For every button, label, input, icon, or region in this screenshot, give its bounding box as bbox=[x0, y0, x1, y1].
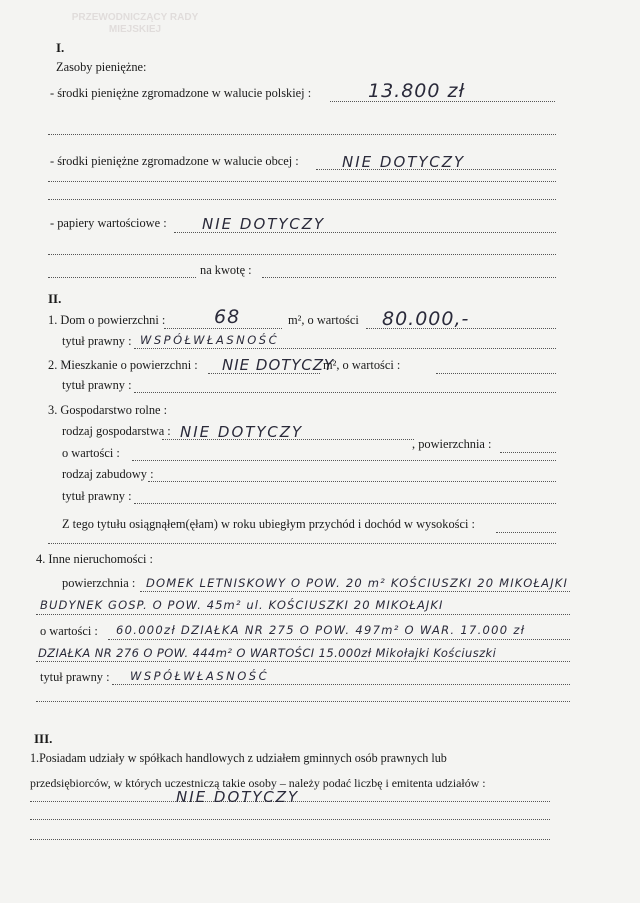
other-area-line bbox=[140, 590, 570, 592]
flat-label: 2. Mieszkanie o powierzchni : bbox=[48, 358, 198, 372]
securities-label: - papiery wartościowe : bbox=[50, 216, 167, 230]
pln-funds-value: 13.800 zł bbox=[368, 80, 465, 102]
flat-value-label: m², o wartości : bbox=[323, 358, 401, 372]
blank-line bbox=[48, 276, 196, 278]
securities-value: NIE DOTYCZY bbox=[202, 215, 326, 233]
farm-area-line bbox=[500, 451, 556, 453]
flat-title-line bbox=[134, 391, 556, 393]
flat-worth-line bbox=[436, 372, 556, 374]
farm-buildings-label: rodzaj zabudowy : bbox=[62, 467, 154, 481]
farm-buildings-line bbox=[148, 480, 556, 482]
farm-worth-line bbox=[132, 459, 556, 461]
house-value-label: m², o wartości bbox=[288, 313, 359, 327]
house-title-line bbox=[134, 347, 556, 349]
other-line-2 bbox=[36, 613, 570, 615]
blank-line bbox=[48, 198, 556, 200]
blank-line bbox=[30, 818, 550, 820]
section-3-heading: III. bbox=[34, 731, 53, 746]
farm-title-line bbox=[134, 502, 556, 504]
blank-line bbox=[48, 253, 556, 255]
shares-paragraph-2: przedsiębiorców, w których uczestniczą takie osoby – należy podać liczbę i emitenta udziałów : bbox=[30, 776, 486, 790]
section-1-title: Zasoby pieniężne: bbox=[56, 60, 147, 74]
blank-line bbox=[48, 133, 556, 135]
house-area-value: 68 bbox=[214, 306, 241, 328]
farm-type-label: rodzaj gospodarstwa : bbox=[62, 424, 171, 438]
farm-title-label: tytuł prawny : bbox=[62, 489, 132, 503]
house-label: 1. Dom o powierzchni : bbox=[48, 313, 166, 327]
amount-label: na kwotę : bbox=[200, 263, 252, 277]
other-line-4 bbox=[36, 660, 570, 662]
foreign-funds-value: NIE DOTYCZY bbox=[342, 153, 466, 171]
other-area-value-1: DOMEK LETNISKOWY O POW. 20 m² KOŚCIUSZKI 20 MIKOŁAJKI bbox=[146, 576, 569, 590]
other-area-label: powierzchnia : bbox=[62, 576, 136, 590]
blank-line bbox=[48, 542, 556, 544]
other-worth-value-2: DZIAŁKA NR 276 O POW. 444m² O WARTOŚCI 15.000zł Mikołajki Kościuszki bbox=[38, 646, 497, 660]
other-worth-value-1: 60.000zł DZIAŁKA NR 275 O POW. 497m² O WAR. 17.000 zł bbox=[116, 623, 526, 637]
farm-label: 3. Gospodarstwo rolne : bbox=[48, 403, 168, 417]
shares-paragraph-1: 1.Posiadam udziały w spółkach handlowych z udziałem gminnych osób prawnych lub bbox=[30, 751, 447, 765]
blank-line bbox=[36, 700, 570, 702]
amount-line bbox=[262, 276, 556, 278]
shares-value: NIE DOTYCZY bbox=[176, 788, 300, 806]
blank-line bbox=[30, 838, 550, 840]
flat-title-label: tytuł prawny : bbox=[62, 378, 132, 392]
farm-worth-label: o wartości : bbox=[62, 446, 120, 460]
other-title-label: tytuł prawny : bbox=[40, 670, 110, 684]
flat-value: NIE DOTYCZY bbox=[222, 356, 335, 374]
farm-type-value: NIE DOTYCZY bbox=[180, 423, 304, 441]
faded-stamp: PRZEWODNICZĄCY RADY MIEJSKIEJ bbox=[71, 12, 199, 35]
section-1-heading: I. bbox=[56, 40, 65, 55]
farm-income-text: Z tego tytułu osiągnąłem(ęłam) w roku ubiegłym przychód i dochód w wysokości : bbox=[62, 517, 475, 531]
other-title-line bbox=[112, 683, 570, 685]
house-title-label: tytuł prawny : bbox=[62, 334, 132, 348]
farm-income-line bbox=[496, 531, 556, 533]
other-worth-label: o wartości : bbox=[40, 624, 98, 638]
house-title-value: WSPÓŁWŁASNOŚĆ bbox=[140, 333, 280, 347]
other-property-label: 4. Inne nieruchomości : bbox=[36, 552, 153, 566]
other-worth-line bbox=[108, 638, 570, 640]
other-title-value: WSPÓŁWŁASNOŚĆ bbox=[130, 669, 270, 683]
section-2-heading: II. bbox=[48, 291, 62, 306]
house-value: 80.000,- bbox=[382, 308, 470, 330]
blank-line bbox=[48, 180, 556, 182]
other-area-value-2: BUDYNEK GOSP. O POW. 45m² ul. KOŚCIUSZKI 20 MIKOŁAJKI bbox=[40, 598, 444, 612]
farm-area-label: , powierzchnia : bbox=[412, 437, 492, 451]
pln-funds-label: - środki pieniężne zgromadzone w walucie polskiej : bbox=[50, 86, 312, 100]
foreign-funds-label: - środki pieniężne zgromadzone w walucie obcej : bbox=[50, 154, 299, 168]
